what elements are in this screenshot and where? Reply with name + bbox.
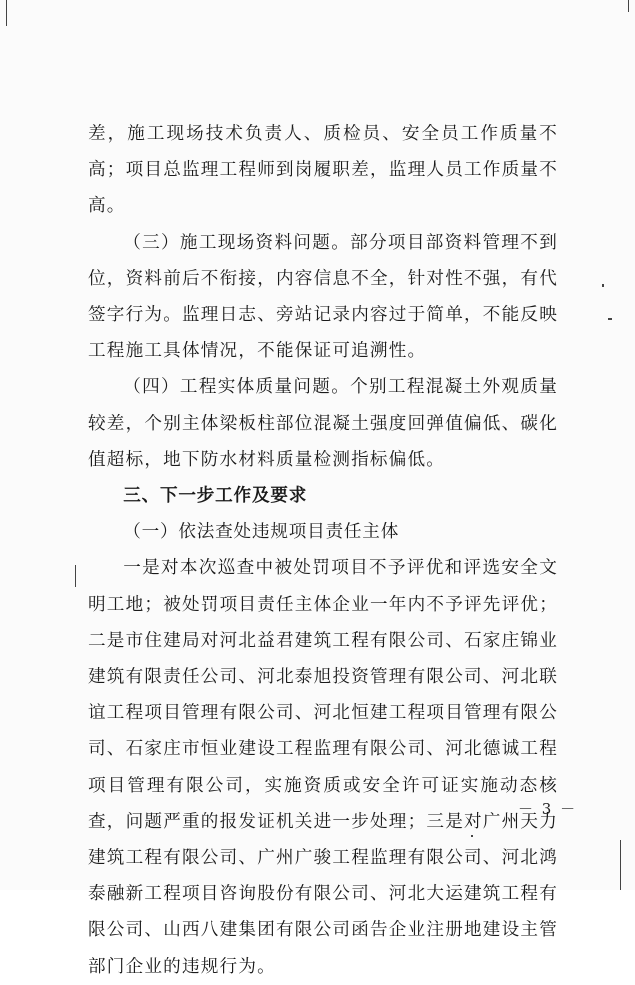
- scan-speck: [75, 565, 76, 587]
- paragraph-physical-quality-issues: （四）工程实体质量问题。个别工程混凝土外观质量较差，个别主体梁板柱部位混凝土强度回弹值偏低、碳化值超标，地下防水材料质量检测指标偏低。: [88, 377, 558, 470]
- document-body: [88, 116, 558, 985]
- scan-edge-mark: [628, 0, 629, 12]
- scan-speck: [602, 284, 604, 287]
- section-heading: 三、下一步工作及要求: [123, 486, 308, 507]
- page-number: － 3 －: [518, 800, 578, 818]
- paragraph-site-documentation-issues: （三）施工现场资料问题。部分项目部资料管理不到位，资料前后不衔接，内容信息不全，针对性不强，有代签字行为。监理日志、旁站记录内容过于简单，不能反映工程施工具体情况，不能保证可追溯性。: [88, 232, 558, 362]
- subsection-heading: （一）依法查处违规项目责任主体: [123, 522, 400, 543]
- scan-speck: [608, 318, 612, 320]
- paragraph-continuation: 差，施工现场技术负责人、质检员、安全员工作质量不高；项目总监理工程师到岗履职差，监理人员工作质量不高。: [88, 124, 558, 217]
- paragraph-penalty-measures: 一是对本次巡查中被处罚项目不予评优和评选安全文明工地；被处罚项目责任主体企业一年内不予评先评优；二是市住建局对河北益君建筑工程有限公司、石家庄锦业建筑有限责任公司、河北泰旭投资管理有限公司、河北联谊工程项目管理有限公司、河北恒建工程项目管理有限公司、石家庄市恒业建设工程监理有限公司、河北德诚工程项目管理有限公司，实施资质或安全许可证实施动态核查，问题严重的报发证机关进一步处理；三是对广州天力建筑工程有限公司、广州广骏工程监理有限公司、河北鸿泰融新工程项目咨询股份有限公司、河北大运建筑工程有限公司、山西八建集团有限公司函告企业注册地建设主管部门企业的违规行为。: [88, 558, 558, 977]
- scan-edge-mark: [6, 0, 7, 26]
- scan-speck: [620, 840, 621, 890]
